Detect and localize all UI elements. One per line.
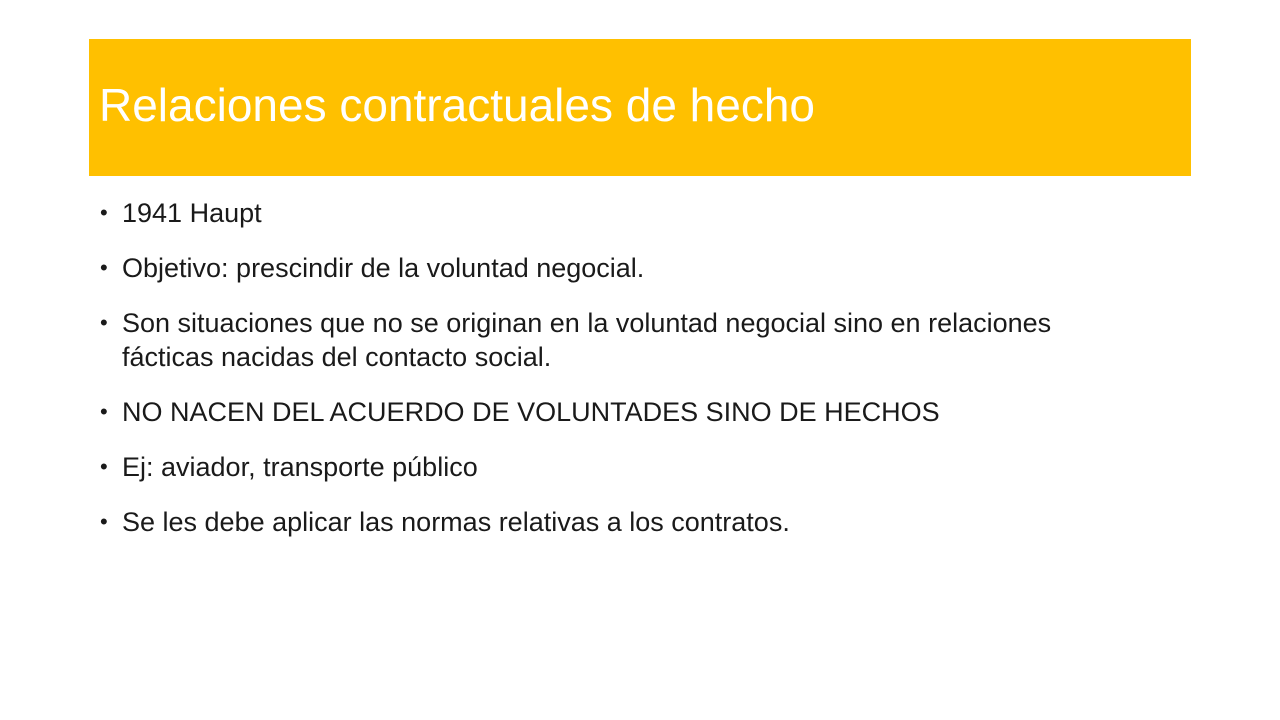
bullet-icon: • xyxy=(100,200,108,225)
bullet-icon: • xyxy=(100,399,108,424)
bullet-text: NO NACEN DEL ACUERDO DE VOLUNTADES SINO DE HECHOS xyxy=(122,397,940,427)
bullet-text: Objetivo: prescindir de la voluntad negocial. xyxy=(122,253,645,283)
bullet-icon: • xyxy=(100,454,108,479)
bullet-text: 1941 Haupt xyxy=(122,198,262,228)
bullet-text: Se les debe aplicar las normas relativas a los contratos. xyxy=(122,507,790,537)
bullet-item xyxy=(100,395,1130,429)
slide-title: Relaciones contractuales de hecho xyxy=(99,79,816,131)
bullet-item xyxy=(100,505,1130,539)
title-banner xyxy=(89,39,1191,176)
bullet-item xyxy=(100,251,1130,285)
bullet-list xyxy=(100,196,1130,560)
bullet-icon: • xyxy=(100,509,108,534)
bullet-text: Son situaciones que no se originan en la voluntad negocial sino en relaciones fácticas nacidas del contacto social. xyxy=(122,308,1052,372)
bullet-icon: • xyxy=(100,310,108,335)
bullet-item xyxy=(100,450,1130,484)
bullet-item xyxy=(100,306,1130,374)
bullet-text: Ej: aviador, transporte público xyxy=(122,452,478,482)
bullet-item xyxy=(100,196,1130,230)
bullet-icon: • xyxy=(100,255,108,280)
